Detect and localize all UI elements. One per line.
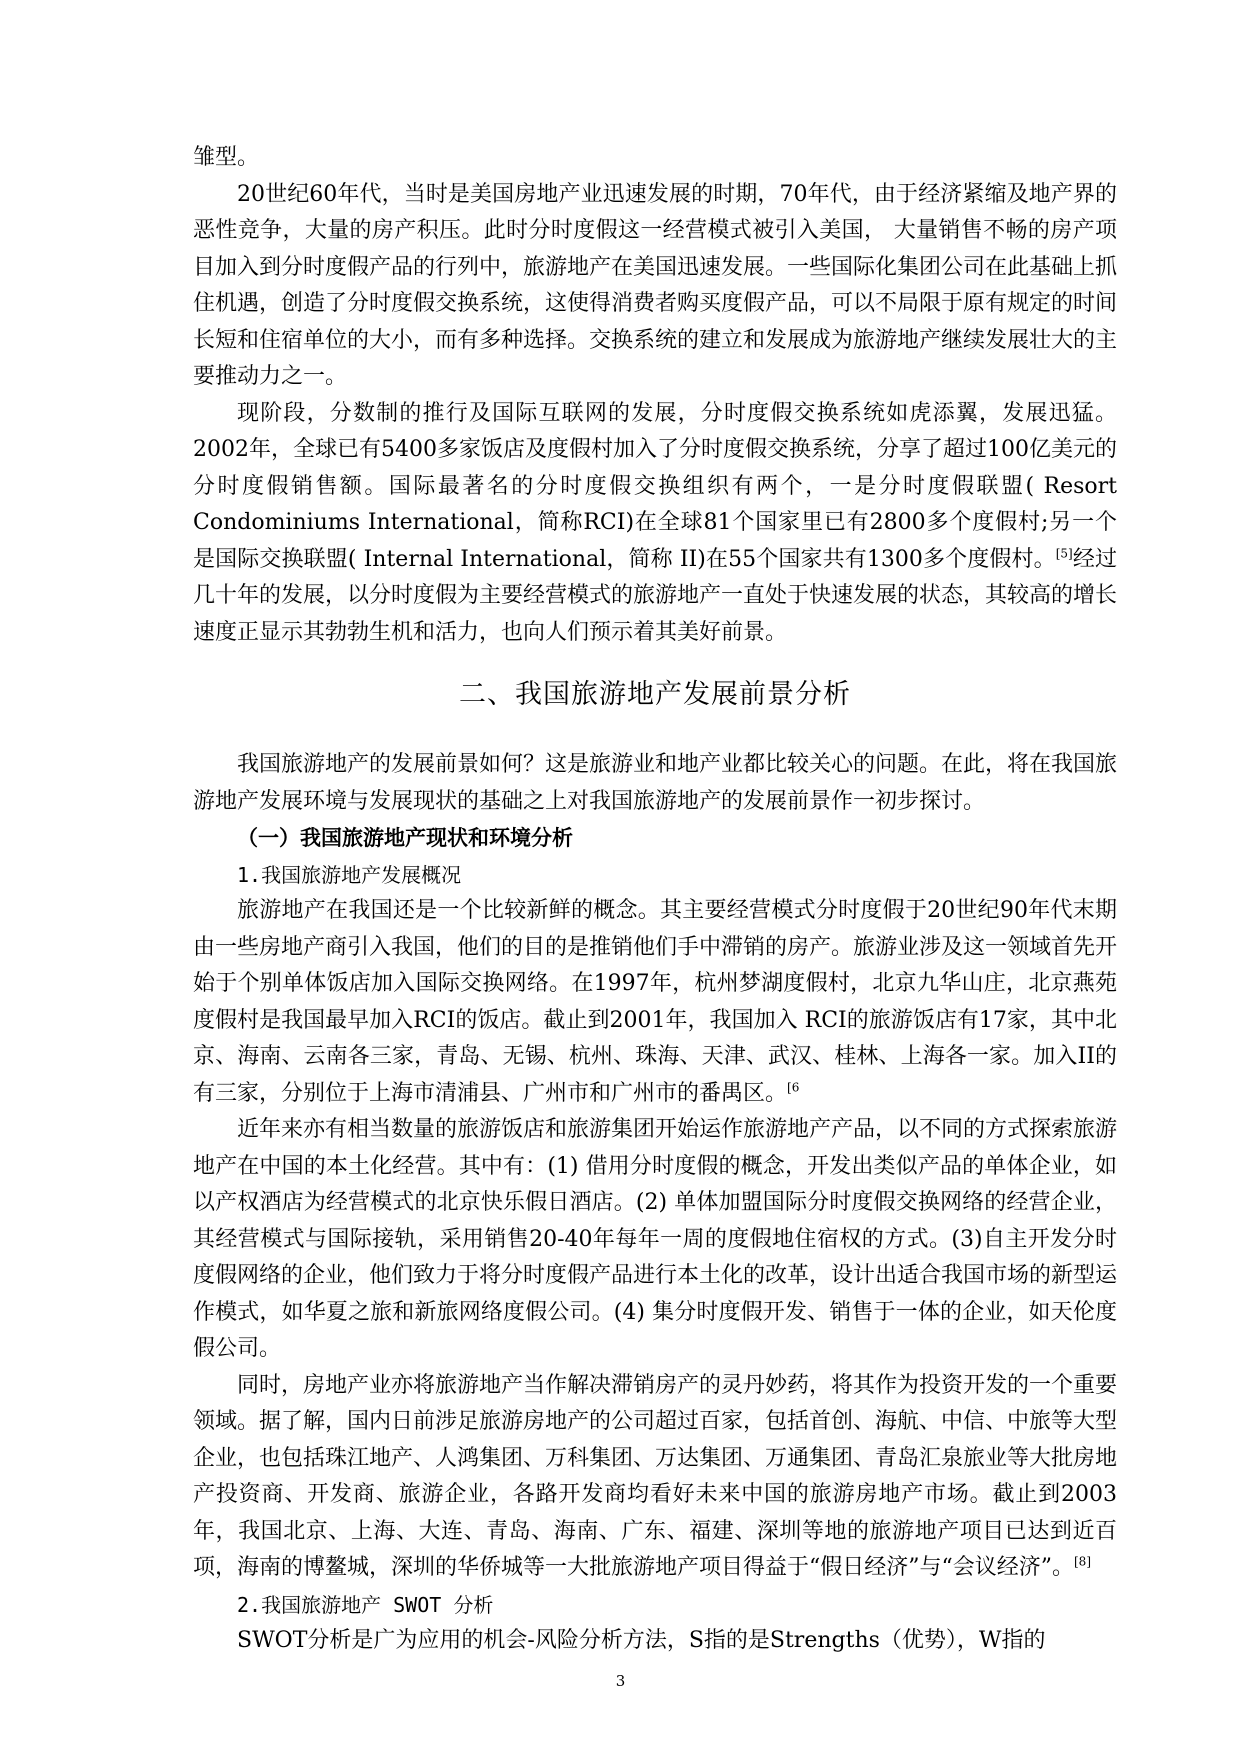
subsection-title: （一）我国旅游地产现状和环境分析 — [237, 826, 573, 850]
citation-ref: [8] — [1074, 1554, 1091, 1569]
paragraph-hotels: 近年来亦有相当数量的旅游饭店和旅游集团开始运作旅游地产产品，以不同的方式探索旅游地产在中国的本土化经营。其中有：(1) 借用分时度假的概念，开发出类似产品的单体企业，如以产权酒店为经营模式的北京快乐假日酒店。(2) 单体加盟国际分时度假交换网络的经营企业，其经营模式与国际接轨，采用销售20-40年每年一周的度假地住宿权的方式。(3)自主开发分时度假网络的企业，他们致力于将分时度假产品进行本土化的改革，设计出适合我国市场的新型运作模式，如华夏之旅和新旅网络度假公司。(4) 集分时度假开发、销售于一体的企业，如天伦度假公司。 — [193, 1117, 1118, 1361]
paragraph-swot: SWOT分析是广为应用的机会-风险分析方法，S指的是Strengths（优势），W指的 — [237, 1628, 1046, 1653]
citation-ref: [6 — [787, 1080, 800, 1095]
paragraph-text: 旅游地产在我国还是一个比较新鲜的概念。其主要经营模式分时度假于20世纪90年代末期由一些房地产商引入我国，他们的目的是推销他们手中滞销的房产。旅游业涉及这一领域首先开始于个别单体饭店加入国际交换网络。在1997年，杭州梦湖度假村，北京九华山庄，北京燕苑度假村是我国最早加入RCI的饭店。截止到2001年，我国加入 RCI的旅游饭店有17家，其中北京、海南、云南各三家，青岛、无锡、杭州、珠海、天津、武汉、桂林、上海各一家。加入II的有三家，分别位于上海市清浦县、广州市和广州市的番禺区。 — [193, 898, 1118, 1106]
paragraph-continuation: 雏型。 — [193, 145, 260, 170]
paragraph-real-estate — [193, 1368, 1117, 1587]
citation-ref: [5] — [1055, 546, 1073, 561]
page-number: 3 — [615, 1672, 626, 1690]
paragraph-text: 经过几十年的发展，以分时度假为主要经营模式的旅游地产一直处于快速发展的状态，其较高的增长速度正显示其勃勃生机和活力，也向人们预示着其美好前景。 — [193, 546, 1118, 645]
paragraph-overview — [193, 893, 1117, 1112]
paragraph-us-history: 20世纪60年代，当时是美国房地产业迅速发展的时期，70年代，由于经济紧缩及地产界的恶性竞争，大量的房产积压。此时分时度假这一经营模式被引入美国， 大量销售不畅的房产项目加入到分时度假产品的行列中，旅游地产在美国迅速发展。一些国际化集团公司在此基础上抓住机遇，创造了分时度假交换系统，这使得消费者购买度假产品，可以不局限于原有规定的时间长短和住宿单位的大小，而有多种选择。交换系统的建立和发展成为旅游地产继续发展壮大的主要推动力之一。 — [193, 181, 1118, 389]
paragraph-text: 现阶段，分数制的推行及国际互联网的发展，分时度假交换系统如虎添翼，发展迅猛。2002年，全球已有5400多家饭店及度假村加入了分时度假交换系统，分享了超过100亿美元的分时度假销售额。国际最著名的分时度假交换组织有两个，一是分时度假联盟( Resort Condominiums International，简称RCI)在全球81个国家里已有2800多个度假村;另一个是国际交换联盟( Internal International，简称 II)在55个国家共有1300多个度假村。 — [193, 400, 1117, 572]
paragraph-intro: 我国旅游地产的发展前景如何？这是旅游业和地产业都比较关心的问题。在此，将在我国旅游地产发展环境与发展现状的基础之上对我国旅游地产的发展前景作一初步探讨。 — [193, 752, 1118, 814]
section-title: 二、我国旅游地产发展前景分析 — [459, 679, 851, 710]
paragraph-current-stage — [193, 396, 1117, 652]
body-text — [193, 140, 1117, 1660]
paragraph-text: 同时，房地产业亦将旅游地产当作解决滞销房产的灵丹妙药，将其作为投资开发的一个重要领域。据了解，国内日前涉足旅游房地产的公司超过百家，包括首创、海航、中信、中旅等大型企业，也包括珠江地产、人鸿集团、万科集团、万达集团、万通集团、青岛汇泉旅业等大批房地产投资商、开发商、旅游企业，各路开发商均看好未来中国的旅游房地产市场。截止到2003年，我国北京、上海、大连、青岛、海南、广东、福建、深圳等地的旅游地产项目已达到近百项，海南的博鳌城，深圳的华侨城等一大批旅游地产项目得益于“假日经济”与“会议经济”。 — [193, 1372, 1118, 1580]
item1-heading: 1.我国旅游地产发展概况 — [237, 862, 462, 887]
item2-heading: 2.我国旅游地产 SWOT 分析 — [237, 1592, 494, 1617]
